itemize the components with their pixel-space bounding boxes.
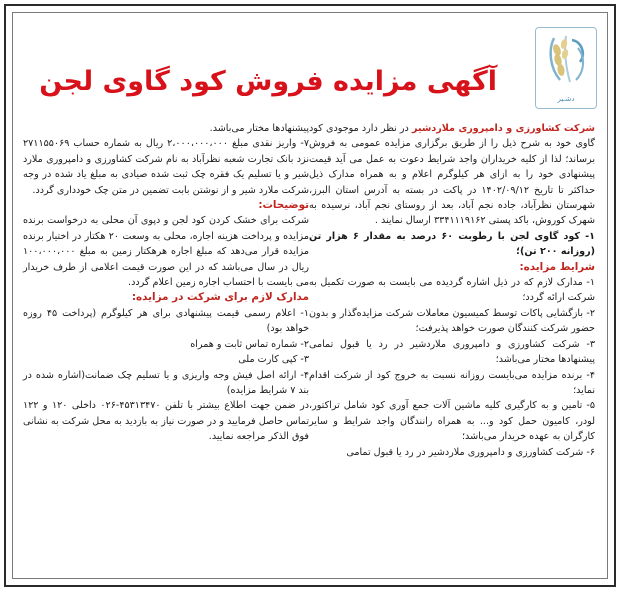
notes-heading: توضیحات: [258, 199, 309, 212]
condition-item: ۴- برنده مزایده می‌بایست روزانه نسبت به خروج کود از شرکت اقدام نماید؛ [309, 369, 595, 396]
page-title: آگهی مزایده فروش کود گاوی لجن [39, 66, 497, 97]
document-item: ۳- کپی کارت ملی [238, 354, 309, 366]
condition-item: ۳- شرکت کشاورزی و دامپروری ملاردشیر در رد یا قبول تمامی پیشنهادها مختار می‌باشد؛ [309, 338, 595, 366]
wheat-logo-icon [536, 28, 596, 92]
document-item: ۴- ارائه اصل فیش وجه واریزی و یا تسلیم چک ضمانت(اشاره شده در بند ۷ شرایط مزایده) [23, 369, 309, 396]
conditions-heading: شرایط مزایده: [519, 260, 595, 273]
item-one: ۱- کود گاوی لجن با رطوبت ۶۰ درصد به مقدار ۶ هزار تن (روزانه ۲۰۰ تن)؛ [309, 230, 595, 258]
condition-item: ۶- شرکت کشاورزی و دامپروری ملاردشیر در رد یا قبول تمامی [346, 446, 595, 458]
intro-paragraph [309, 121, 595, 229]
document-item: ۱- اعلام رسمی قیمت پیشنهادی برای هر کیلوگرم (پرداخت ۴۵ روزه خواهد بود) [23, 307, 309, 335]
documents-heading: مدارک لازم برای شرکت در مزایده: [131, 291, 309, 304]
notes-text: شرکت برای خشک کردن کود لجن و دپوی آن محلی به درخواست برنده مزایده و پرداخت هزینه اجاره، محلی به وسعت ۲۰ هکتار در اختیار برنده مزایده قرار می‌دهد که مبلغ اجاره هرهکتار زمین به مبلغ ۱۰۰،۰۰۰،۰۰۰ ریال در سال می‌باشد که در این صورت قیمت اعلامی از طرف خریدار می بایست با احتساب اجاره زمین اعلام گردد. [23, 215, 309, 289]
logo-text: دشـیر [557, 95, 575, 103]
item-seven: ۷- واریز نقدی مبلغ ۲،۰۰۰،۰۰۰،۰۰۰ ریال به شماره حساب ۲۷۱۱۵۵۰۶۹ نزد بانک تجارت شعبه نظرآباد به نام شرکت کشاورزی و دامپروری ملارد شیر و یا تسلیم یک فقره چک ثبت شده صیادی به مبلغ یاد شده در وجه شرکت ملارد شیر و از نوشتن بابت تضمین در متن چک خودداری گردد. [23, 138, 309, 196]
condition-item: ۱- مدارک لازم که در ذیل اشاره گردیده می بایست به صورت تکمیل به شرکت ارائه گردد؛ [309, 277, 595, 304]
condition-item: ۵- تامین و به کارگیری کلیه ماشین آلات جمع آوری کود شامل تراکتور، لودر، کامیون حمل کود و... به همراه رانندگان واجد شرایط و سایر کارگران به عهده خریدار می‌باشد؛ [309, 400, 595, 443]
intro-text: در نظر دارد موجودی کود گاوی خود به شرح ذیل را از طریق برگزاری مزایده عمومی به فروش برساند؛ لذا از کلیه خریداران واجد شرایط دعوت به عمل می آید قیمت پیشنهادی خود را به ازای هر کیلوگرم اعلام و به همراه مدارک ذیل حداکثر تا تاریخ ۱۴۰۲/۰۹/۱۲ در پاکت در بسته به آدرس استان البرز، شهرستان نظرآباد، جاده نجم آباد، بعد از روستای نجم آباد، نرسیده به شهرک کوروش، باکد پستی ۳۳۴۱۱۱۹۱۶۲ ارسال نمایند . [309, 123, 595, 227]
ad-frame [4, 4, 616, 587]
company-logo [535, 27, 597, 109]
ad-inner-border [12, 12, 608, 579]
right-column [309, 121, 595, 460]
document-item: ۲- شماره تماس ثابت و همراه [190, 338, 309, 350]
condition-item: ۲- بازگشایی پاکات توسط کمیسیون معاملات شرکت مزایده‌گذار و بدون حضور شرکت کنندگان صورت خواهد پذیرفت؛ [309, 307, 595, 335]
company-name: شرکت کشاورزی و دامپروری ملاردشیر [412, 123, 595, 134]
left-column [23, 121, 309, 445]
contact-text: در ضمن جهت اطلاع بیشتر با تلفن ۴۵۳۱۳۴۷۰-۰۲۶ داخلی ۱۲۰ و ۱۲۲ تماس حاصل فرمایید و در صورت نیاز به بازدید به محل شرکت به نشانی فوق الذکر مراجعه نمایید. [23, 400, 310, 443]
header [13, 13, 607, 111]
continuation-text: پیشنهادها مختار می‌باشد. [209, 123, 309, 134]
